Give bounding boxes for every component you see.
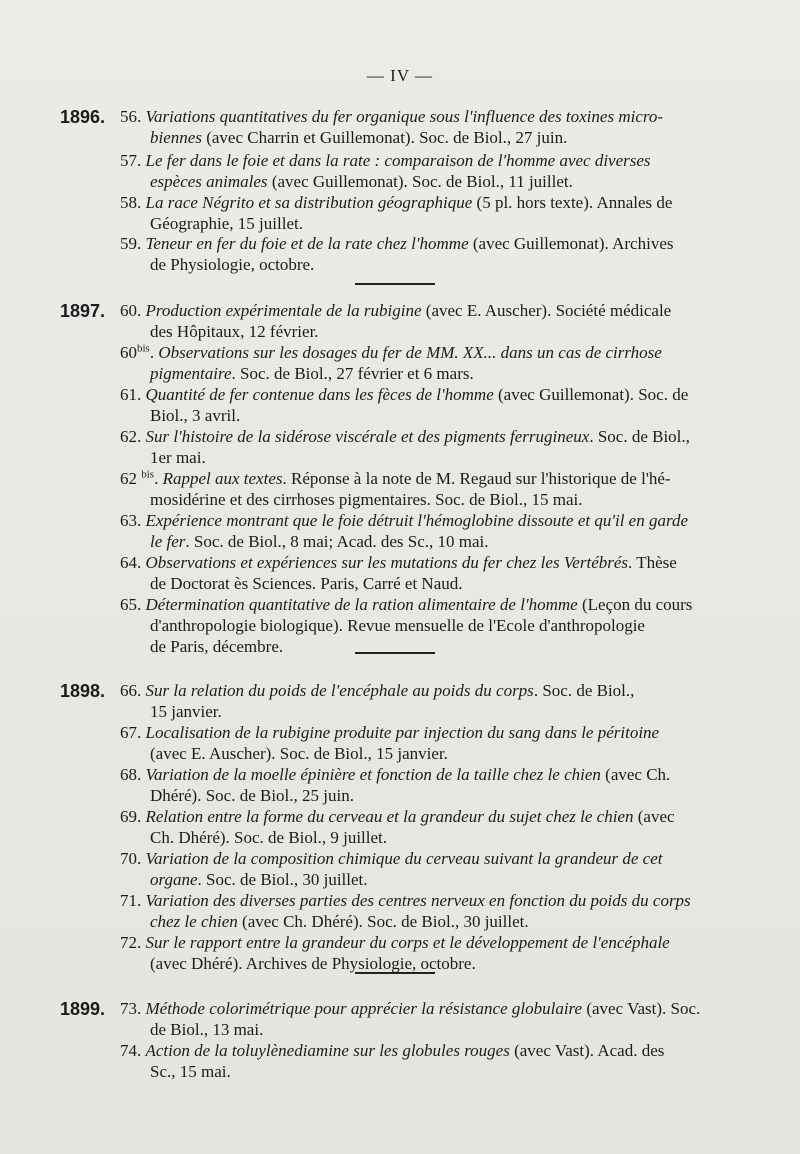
- entry-line-1: [120, 998, 740, 1019]
- entry-citation-cont: (avec Charrin et Guillemonat). Soc. de Biol., 27 juin.: [201, 128, 568, 147]
- entry-number: 66.: [120, 681, 142, 700]
- entry-title: Quantité de fer contenue dans les fèces de l'homme: [145, 385, 494, 404]
- entry-citation-cont: . Soc. de Biol., 8 mai; Acad. des Sc., 10 mai.: [185, 532, 489, 551]
- entry-citation-cont: d'anthropologie biologique). Revue mensuelle de l'Ecole d'anthropologie: [150, 616, 645, 635]
- entry-line-1: [120, 150, 740, 171]
- entry-line-1: [120, 233, 740, 254]
- entry-number-suffix: bis: [137, 342, 150, 355]
- entry-citation: (avec Guillemonat). Archives: [468, 234, 674, 253]
- entry-number: 63.: [120, 511, 142, 530]
- entry-title: Détermination quantitative de la ration alimentaire de l'homme: [145, 595, 578, 614]
- page-number: — IV —: [366, 66, 434, 85]
- entry-line-1: [120, 806, 740, 827]
- bibliography-entry: [120, 342, 740, 384]
- bibliography-entry: [120, 552, 740, 594]
- entry-number: 64.: [120, 553, 142, 572]
- entry-title-cont: organe: [150, 870, 198, 889]
- entry-title: Rappel aux textes: [162, 469, 283, 488]
- entry-line-2: [120, 171, 740, 192]
- bibliography-entry: [120, 806, 740, 848]
- entry-line-2: [120, 321, 740, 342]
- entry-title-cont: pigmentaire: [150, 364, 232, 383]
- entry-number: 61.: [120, 385, 142, 404]
- section-divider: [355, 652, 435, 654]
- entry-line-2: [120, 489, 740, 510]
- entry-title-cont: biennes: [150, 128, 202, 147]
- entry-citation: . Thèse: [628, 553, 677, 572]
- entry-citation-cont: (avec Guillemonat). Soc. de Biol., 11 juillet.: [267, 172, 573, 191]
- entry-title: Sur le rapport entre la grandeur du corps et le développement de l'encéphale: [145, 933, 670, 952]
- bibliography-entry: [120, 722, 740, 764]
- bibliography-entry: [120, 848, 740, 890]
- entry-citation-cont: (avec Dhéré). Archives de Physiologie, octobre.: [150, 954, 476, 973]
- entry-title: La race Négrito et sa distribution géographique: [145, 193, 473, 212]
- entry-line-2: [120, 254, 740, 275]
- entry-title-cont: le fer: [150, 532, 186, 551]
- bibliography-entry: [120, 233, 740, 275]
- bibliography-entry: [120, 1040, 740, 1082]
- entry-line-2: [120, 1061, 740, 1082]
- entry-line-1: [120, 468, 740, 489]
- bibliography-entry: [120, 932, 740, 974]
- entry-number: 60: [120, 343, 137, 362]
- bibliography-entry: [120, 510, 740, 552]
- entry-number: 74.: [120, 1041, 142, 1060]
- entry-citation: (5 pl. hors texte). Annales de: [472, 193, 673, 212]
- section-year: 1896.: [60, 107, 106, 127]
- entry-citation-cont: de Paris, décembre.: [150, 637, 284, 656]
- entry-title: Action de la toluylènediamine sur les globules rouges: [145, 1041, 510, 1060]
- entry-line-2: [120, 953, 740, 974]
- entry-line-1: [120, 932, 740, 953]
- entry-line-2: [120, 213, 740, 234]
- entry-title: Variation des diverses parties des centres nerveux en fonction du poids du corps: [145, 891, 691, 910]
- entry-number: 60.: [120, 301, 142, 320]
- entry-citation: (avec E. Auscher). Société médicale: [421, 301, 672, 320]
- entry-line-1: [120, 848, 740, 869]
- entry-title: Méthode colorimétrique pour apprécier la résistance globulaire: [145, 999, 583, 1018]
- entry-title: Sur l'histoire de la sidérose viscérale et des pigments ferrugineux: [145, 427, 590, 446]
- bibliography-entry: [120, 890, 740, 932]
- bibliography-entry: [120, 106, 740, 148]
- entry-line-2: [120, 447, 740, 468]
- entry-number: 57.: [120, 151, 142, 170]
- entry-number: 71.: [120, 891, 142, 910]
- bibliography-entry: [120, 998, 740, 1040]
- entry-citation: (Leçon du cours: [577, 595, 693, 614]
- entry-citation: (avec Vast). Soc.: [582, 999, 701, 1018]
- entry-line-1: [120, 890, 740, 911]
- section-year: 1898.: [60, 681, 106, 701]
- entry-citation: . Réponse à la note de M. Regaud sur l'historique de l'hé-: [282, 469, 671, 488]
- entry-citation-cont: . Soc. de Biol., 30 juillet.: [197, 870, 368, 889]
- entry-line-1: [120, 300, 740, 321]
- section-year: 1897.: [60, 301, 106, 321]
- entry-line-1: [120, 342, 740, 363]
- entry-line-2: [120, 1019, 740, 1040]
- entry-number: 59.: [120, 234, 142, 253]
- entry-line-2: [120, 573, 740, 594]
- entry-title: Expérience montrant que le foie détruit l'hémoglobine dissoute et qu'il en garde: [145, 511, 688, 530]
- entry-citation: . Soc. de Biol.,: [533, 681, 635, 700]
- entry-title: Variations quantitatives du fer organique sous l'influence des toxines micro-: [145, 107, 664, 126]
- entry-line-2: [120, 405, 740, 426]
- entry-title: Teneur en fer du foie et de la rate chez l'homme: [145, 234, 469, 253]
- entry-line-2: [120, 615, 740, 636]
- entry-line-1: [120, 552, 740, 573]
- entry-citation-cont: de Physiologie, octobre.: [150, 255, 315, 274]
- entry-number-punct: .: [154, 469, 159, 488]
- entry-citation-cont: de Doctorat ès Sciences. Paris, Carré et Naud.: [150, 574, 463, 593]
- entry-title: Variation de la composition chimique du cerveau suivant la grandeur de cet: [145, 849, 663, 868]
- entry-title: Le fer dans le foie et dans la rate : comparaison de l'homme avec diverses: [145, 151, 651, 170]
- section-divider: [355, 972, 435, 974]
- entry-line-1: [120, 510, 740, 531]
- entry-number: 69.: [120, 807, 142, 826]
- entry-line-1: [120, 722, 740, 743]
- bibliography-entry: [120, 680, 740, 722]
- entry-citation-cont: Biol., 3 avril.: [150, 406, 241, 425]
- entry-line-1: [120, 192, 740, 213]
- entry-title: Observations sur les dosages du fer de MM. XX... dans un cas de cirrhose: [158, 343, 662, 362]
- entry-citation: (avec Vast). Acad. des: [509, 1041, 665, 1060]
- entry-line-2: [120, 869, 740, 890]
- entry-number: 67.: [120, 723, 142, 742]
- entry-citation: (avec Ch.: [600, 765, 671, 784]
- entry-line-2: [120, 911, 740, 932]
- entry-citation-cont: de Biol., 13 mai.: [150, 1020, 264, 1039]
- entry-line-2: [120, 531, 740, 552]
- bibliography-entry: [120, 300, 740, 342]
- entry-line-2: [120, 785, 740, 806]
- entry-citation: (avec: [633, 807, 675, 826]
- entry-citation-cont: (avec Ch. Dhéré). Soc. de Biol., 30 juillet.: [237, 912, 529, 931]
- bibliography-entry: [120, 426, 740, 468]
- entry-number-suffix: bis: [141, 468, 155, 481]
- entry-line-2: [120, 127, 740, 148]
- entry-citation-cont: . Soc. de Biol., 27 février et 6 mars.: [231, 364, 474, 383]
- entry-number: 65.: [120, 595, 142, 614]
- bibliography-entry: [120, 594, 740, 657]
- entry-line-1: [120, 426, 740, 447]
- entry-title-cont: chez le chien: [150, 912, 238, 931]
- entry-citation-cont: 15 janvier.: [150, 702, 222, 721]
- bibliography-entry: [120, 468, 740, 510]
- entry-number: 58.: [120, 193, 142, 212]
- entry-number: 56.: [120, 107, 142, 126]
- entry-line-2: [120, 363, 740, 384]
- entry-title: Localisation de la rubigine produite par injection du sang dans le péritoine: [145, 723, 660, 742]
- entry-number-punct: .: [149, 343, 155, 362]
- entry-line-1: [120, 594, 740, 615]
- entry-citation-cont: des Hôpitaux, 12 février.: [150, 322, 319, 341]
- entry-number: 62.: [120, 427, 142, 446]
- entry-title: Observations et expériences sur les mutations du fer chez les Vertébrés: [145, 553, 629, 572]
- entry-citation-cont: Ch. Dhéré). Soc. de Biol., 9 juillet.: [150, 828, 388, 847]
- entry-citation-cont: Géographie, 15 juillet.: [150, 214, 303, 233]
- entry-number: 68.: [120, 765, 142, 784]
- entry-title: Variation de la moelle épinière et fonction de la taille chez le chien: [145, 765, 601, 784]
- entry-citation-cont: 1er mai.: [150, 448, 206, 467]
- entry-citation-cont: Dhéré). Soc. de Biol., 25 juin.: [150, 786, 354, 805]
- entry-number: 62: [120, 469, 142, 488]
- section-year: 1899.: [60, 999, 106, 1019]
- entry-number: 72.: [120, 933, 142, 952]
- entry-number: 70.: [120, 849, 142, 868]
- entry-line-1: [120, 1040, 740, 1061]
- bibliography-entry: [120, 150, 740, 192]
- entry-line-1: [120, 384, 740, 405]
- entry-citation-cont: Sc., 15 mai.: [150, 1062, 231, 1081]
- entry-citation: (avec Guillemonat). Soc. de: [493, 385, 689, 404]
- entry-citation: . Soc. de Biol.,: [589, 427, 690, 446]
- entry-title: Relation entre la forme du cerveau et la grandeur du sujet chez le chien: [145, 807, 634, 826]
- entry-line-1: [120, 106, 740, 127]
- entry-line-1: [120, 680, 740, 701]
- bibliography-entry: [120, 384, 740, 426]
- entry-citation-cont: (avec E. Auscher). Soc. de Biol., 15 janvier.: [150, 744, 448, 763]
- section-divider: [355, 283, 435, 285]
- entry-citation-cont: mosidérine et des cirrhoses pigmentaires. Soc. de Biol., 15 mai.: [150, 490, 583, 509]
- entry-line-2: [120, 701, 740, 722]
- entry-line-2: [120, 743, 740, 764]
- entry-title-cont: espèces animales: [150, 172, 268, 191]
- bibliography-entry: [120, 192, 740, 234]
- bibliography-entry: [120, 764, 740, 806]
- entry-line-2: [120, 827, 740, 848]
- entry-line-1: [120, 764, 740, 785]
- entry-title: Sur la relation du poids de l'encéphale au poids du corps: [145, 681, 534, 700]
- entry-number: 73.: [120, 999, 142, 1018]
- entry-title: Production expérimentale de la rubigine: [145, 301, 422, 320]
